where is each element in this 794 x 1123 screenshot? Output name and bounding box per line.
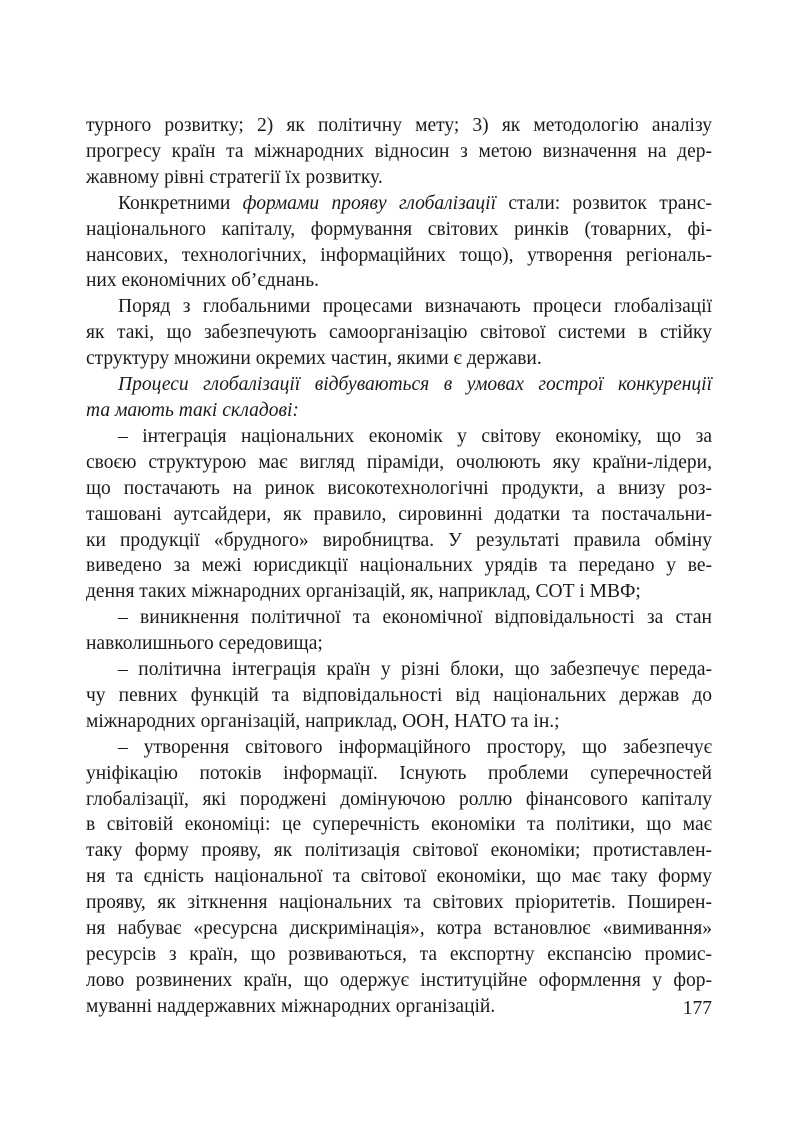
text-line: уніфікацію потоків інформації. Існують проблеми суперечностей — [86, 762, 712, 784]
paragraph-7 — [86, 657, 712, 735]
text-line: навколишнього середовища; — [86, 633, 323, 655]
text-line: Процеси глобалізації відбуваються в умовах гострої конкуренції — [118, 374, 712, 396]
paragraph-1 — [86, 113, 712, 191]
text-line: жавному рівні стратегії їх розвитку. — [86, 166, 383, 188]
text-line: що постачають на ринок високотехнологічні продукти, а внизу роз- — [86, 477, 712, 499]
text-line: міжнародних організацій, наприклад, ООН, НАТО та ін.; — [86, 710, 560, 732]
paragraph-2 — [86, 191, 712, 295]
text-line: ки продукції «брудного» виробництва. У результаті правила обміну — [86, 529, 712, 551]
text-line: Поряд з глобальними процесами визначають процеси глобалізації — [118, 296, 712, 318]
text-line: – виникнення політичної та економічної відповідальності за стан — [118, 607, 712, 629]
text-line: нансових, технологічних, інформаційних тощо), утворення регіональ- — [86, 244, 712, 266]
text-line: та мають такі складові: — [86, 399, 299, 421]
text-line: – політична інтеграція країн у різні блоки, що забезпечує переда- — [118, 659, 712, 681]
text-line: прояву, як зіткнення національних та світових пріоритетів. Поширен- — [86, 892, 712, 914]
page-number: 177 — [682, 998, 712, 1019]
italic-term: формами прояву глобалізації — [242, 192, 497, 214]
text-line: – утворення світового інформаційного простору, що забезпечує — [118, 736, 712, 758]
text-line: структуру множини окремих частин, якими є держави. — [86, 348, 542, 370]
paragraph-5 — [86, 424, 712, 605]
text-line: ня набуває «ресурсна дискримінація», котра встановлює «вимивання» — [86, 918, 712, 940]
text-line: дення таких міжнародних організацій, як, наприклад, СОТ і МВФ; — [86, 581, 641, 603]
text-line: як такі, що забезпечують самоорганізацію світової системи в стійку — [86, 322, 712, 344]
text-line: лово розвинених країн, що одержує інституційне оформлення у фор- — [86, 969, 712, 991]
text-line: – інтеграція національних економік у світову економіку, що за — [118, 425, 712, 447]
text-run: стали: розвиток транс- — [496, 192, 712, 214]
text-run: Конкретними — [118, 192, 243, 214]
paragraph-4-italic — [86, 372, 712, 424]
text-line: таку форму прояву, як політизація світової економіки; протиставлен- — [86, 840, 712, 862]
text-line: в світовій економіці: це суперечність економіки та політики, що має — [86, 814, 712, 836]
paragraph-3 — [86, 294, 712, 372]
text-line: ня та єдність національної та світової економіки, що має таку форму — [86, 866, 712, 888]
text-line: муванні наддержавних міжнародних організацій. — [86, 995, 496, 1017]
text-line — [86, 191, 712, 217]
text-line: прогресу країн та міжнародних відносин з метою визначення на дер- — [86, 140, 712, 162]
text-line: них економічних об’єднань. — [86, 270, 320, 292]
text-line: ташовані аутсайдери, як правило, сировинні додатки та постачальни- — [86, 503, 712, 525]
paragraph-6 — [86, 605, 712, 657]
text-line: глобалізації, які породжені домінуючою роллю фінансового капіталу — [86, 788, 712, 810]
text-line: турного розвитку; 2) як політичну мету; 3) як методологію аналізу — [86, 115, 712, 136]
text-line: ресурсів з країн, що розвиваються, та експортну експансію промис- — [86, 944, 712, 965]
text-line: чу певних функцій та відповідальності від національних держав до — [86, 684, 712, 706]
text-line: своєю структурою має вигляд піраміди, очолюють яку країни-лідери, — [86, 451, 712, 473]
text-line: національного капіталу, формування світових ринків (товарних, фі- — [86, 218, 712, 240]
paragraph-8 — [86, 735, 712, 1020]
text-line: виведено за межі юрисдикції національних урядів та передано у ве- — [86, 555, 712, 577]
page-body — [86, 113, 712, 1020]
